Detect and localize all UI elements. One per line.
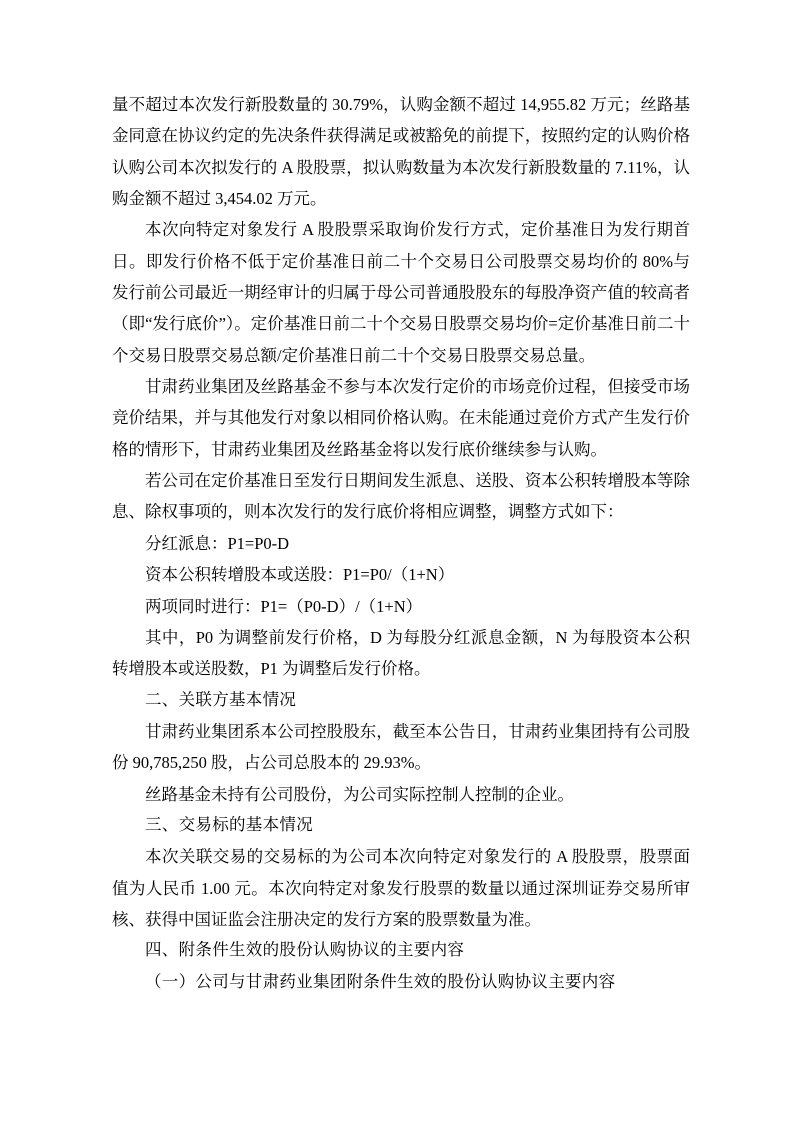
formula-capitalization-or-bonus-shares: 资本公积转增股本或送股：P1=P0/（1+N） bbox=[145, 565, 455, 585]
paragraph-transaction-target-details: 本次关联交易的交易标的为公司本次向特定对象发行的 A 股股票，股票面值为人民币 1.00 元。本次向特定对象发行股票的数量以通过深圳证券交易所审核、获得中国证监会注册决定的发行方案的股票数量为准。 bbox=[112, 847, 690, 929]
paragraph-subscription-amounts: 量不超过本次发行新股数量的 30.79%，认购金额不超过 14,955.82 万元；丝路基金同意在协议约定的先决条件获得满足或被豁免的前提下，按照约定的认购价格认购公司本次拟发行的 A 股股票，拟认购数量为本次发行新股数量的 7.11%，认购金额不超过 3,454.02 万元。 bbox=[112, 95, 690, 209]
subsection-heading-gansu-agreement: （一）公司与甘肃药业集团附条件生效的股份认购协议主要内容 bbox=[145, 972, 616, 991]
section-heading-transaction-target: 三、交易标的基本情况 bbox=[145, 815, 313, 834]
formula-both-simultaneous: 两项同时进行：P1=（P0-D）/（1+N） bbox=[145, 596, 423, 616]
section-heading-related-parties: 二、关联方基本情况 bbox=[145, 690, 297, 709]
paragraph-gansu-group-holdings: 甘肃药业集团系本公司控股股东，截至本公告日，甘肃药业集团持有公司股份 90,785,250 股，占公司总股本的 29.93%。 bbox=[112, 721, 690, 773]
paragraph-bidding-process: 甘肃药业集团及丝路基金不参与本次发行定价的市场竞价过程，但接受市场竞价结果，并与其他发行对象以相同价格认购。在未能通过竞价方式产生发行价格的情形下，甘肃药业集团及丝路基金将以发行底价继续参与认购。 bbox=[112, 377, 690, 459]
paragraph-silkroad-fund-holdings: 丝路基金未持有公司股份，为公司实际控制人控制的企业。 bbox=[145, 784, 574, 804]
paragraph-pricing-method: 本次向特定对象发行 A 股股票采取询价发行方式，定价基准日为发行期首日。即发行价格不低于定价基准日前二十个交易日公司股票交易均价的 80%与发行前公司最近一期经审计的归属于母公司普通股股东的每股净资产值的较高者（即“发行底价”）。定价基准日前二十个交易日股票交易均价=定价基准日前二十个交易日股票交易总额/定价基准日前二十个交易日股票交易总量。 bbox=[112, 220, 690, 365]
paragraph-variable-definitions: 其中，P0 为调整前发行价格，D 为每股分红派息金额，N 为每股资本公积转增股本或送股数，P1 为调整后发行价格。 bbox=[112, 627, 690, 679]
document-content bbox=[112, 89, 690, 998]
section-heading-agreement-main-content: 四、附条件生效的股份认购协议的主要内容 bbox=[145, 941, 465, 960]
formula-dividend-payout: 分红派息：P1=P0-D bbox=[145, 533, 290, 553]
paragraph-price-adjustment-intro: 若公司在定价基准日至发行日期间发生派息、送股、资本公积转增股本等除息、除权事项的，则本次发行的发行底价将相应调整，调整方式如下： bbox=[112, 471, 690, 522]
